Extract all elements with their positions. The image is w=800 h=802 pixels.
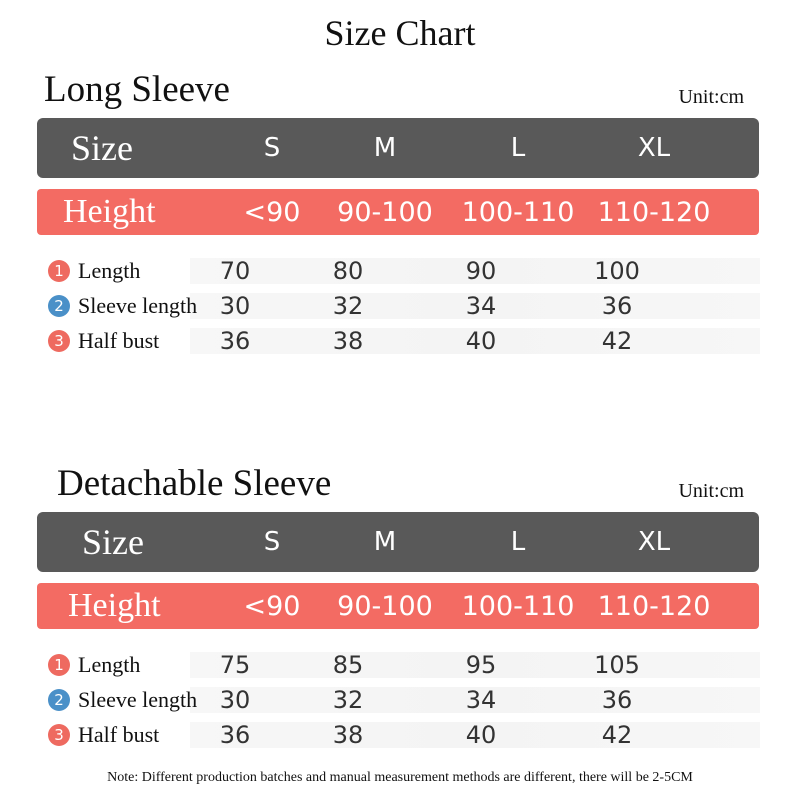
height-label: Height bbox=[63, 193, 156, 230]
value-m: 85 bbox=[332, 651, 364, 679]
section-title: Detachable Sleeve bbox=[57, 463, 332, 504]
size-m: M bbox=[373, 133, 397, 163]
height-xl: 110-120 bbox=[597, 590, 711, 622]
value-m: 38 bbox=[332, 721, 364, 749]
value-xl: 42 bbox=[601, 721, 633, 749]
unit-label: Unit:cm bbox=[678, 480, 744, 502]
table-row-half-bust bbox=[44, 720, 760, 750]
size-m: M bbox=[373, 527, 397, 557]
value-s: 30 bbox=[219, 292, 251, 320]
size-xl: XL bbox=[637, 527, 671, 557]
value-m: 38 bbox=[332, 327, 364, 355]
footnote: Note: Different production batches and manual measurement methods are different, there will be 2-5CM bbox=[107, 770, 693, 785]
value-xl: 36 bbox=[601, 686, 633, 714]
size-label: Size bbox=[71, 128, 133, 168]
table-row-sleeve-length bbox=[44, 685, 760, 715]
value-s: 36 bbox=[219, 721, 251, 749]
value-m: 32 bbox=[332, 292, 364, 320]
height-l: 100-110 bbox=[461, 590, 575, 622]
row-label: Sleeve length bbox=[78, 687, 198, 712]
height-s: <90 bbox=[243, 590, 301, 622]
table-row-sleeve-length bbox=[44, 291, 760, 321]
number-1-icon: 1 bbox=[48, 654, 70, 676]
value-m: 80 bbox=[332, 257, 364, 285]
number-1-icon: 1 bbox=[48, 260, 70, 282]
value-l: 34 bbox=[465, 686, 497, 714]
row-label: Half bust bbox=[78, 722, 160, 747]
table-row-length bbox=[44, 256, 760, 286]
section-long-sleeve bbox=[0, 68, 800, 408]
size-l: L bbox=[510, 527, 526, 557]
value-s: 75 bbox=[219, 651, 251, 679]
height-s: <90 bbox=[243, 196, 301, 228]
value-l: 34 bbox=[465, 292, 497, 320]
number-3-icon: 3 bbox=[48, 724, 70, 746]
height-m: 90-100 bbox=[337, 590, 433, 622]
number-2-icon: 2 bbox=[48, 295, 70, 317]
number-2-icon: 2 bbox=[48, 689, 70, 711]
size-xl: XL bbox=[637, 133, 671, 163]
row-label: Sleeve length bbox=[78, 293, 198, 318]
value-s: 30 bbox=[219, 686, 251, 714]
value-l: 90 bbox=[465, 257, 497, 285]
height-xl: 110-120 bbox=[597, 196, 711, 228]
value-s: 36 bbox=[219, 327, 251, 355]
value-s: 70 bbox=[219, 257, 251, 285]
size-header-bar bbox=[37, 118, 759, 178]
number-3-icon: 3 bbox=[48, 330, 70, 352]
value-m: 32 bbox=[332, 686, 364, 714]
value-xl: 105 bbox=[594, 651, 640, 679]
size-label: Size bbox=[82, 522, 144, 562]
unit-label: Unit:cm bbox=[678, 86, 744, 108]
height-l: 100-110 bbox=[461, 196, 575, 228]
size-header-bar bbox=[37, 512, 759, 572]
value-xl: 36 bbox=[601, 292, 633, 320]
value-l: 40 bbox=[465, 327, 497, 355]
height-label: Height bbox=[68, 587, 161, 624]
height-bar bbox=[37, 189, 759, 235]
page-title: Size Chart bbox=[324, 13, 476, 53]
size-s: S bbox=[263, 527, 281, 557]
value-xl: 100 bbox=[594, 257, 640, 285]
row-label: Length bbox=[78, 652, 141, 677]
value-l: 40 bbox=[465, 721, 497, 749]
size-l: L bbox=[510, 133, 526, 163]
value-xl: 42 bbox=[601, 327, 633, 355]
section-title: Long Sleeve bbox=[44, 69, 230, 110]
section-detachable-sleeve bbox=[0, 462, 800, 802]
row-label: Length bbox=[78, 258, 141, 283]
value-l: 95 bbox=[465, 651, 497, 679]
height-m: 90-100 bbox=[337, 196, 433, 228]
table-row-half-bust bbox=[44, 326, 760, 356]
size-s: S bbox=[263, 133, 281, 163]
height-bar bbox=[37, 583, 759, 629]
table-row-length bbox=[44, 650, 760, 680]
row-label: Half bust bbox=[78, 328, 160, 353]
